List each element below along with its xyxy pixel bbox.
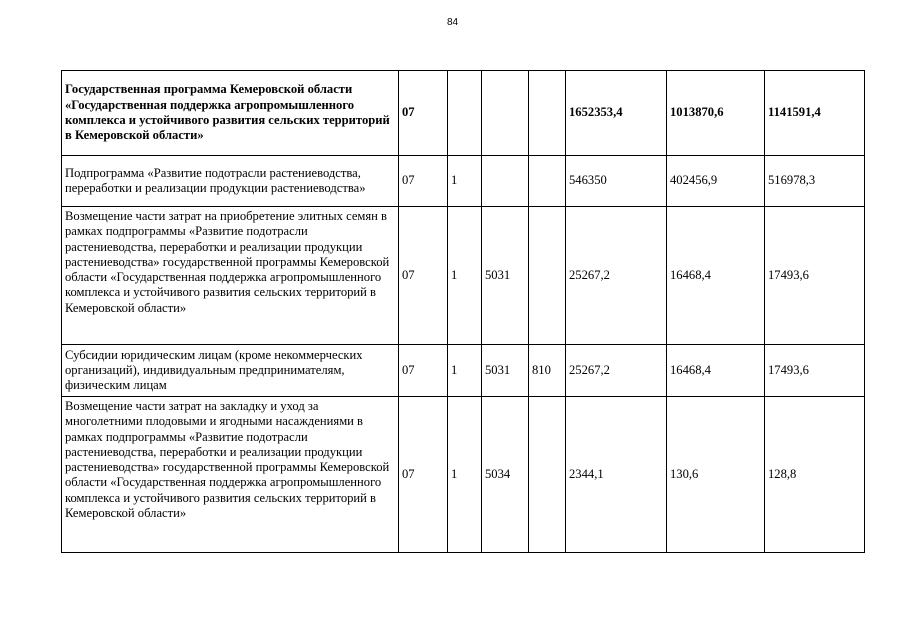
- row-name-cell: Государственная программа Кемеровской области «Государственная поддержка агропромышленного комплекса и устойчивого развития сельских территорий в Кемеровской области»: [62, 71, 399, 156]
- table-row: [62, 156, 865, 207]
- amount-3-cell: 516978,3: [765, 156, 865, 207]
- row-name-cell: Подпрограмма «Развитие подотрасли растениеводства, переработки и реализации продукции растениеводства»: [62, 156, 399, 207]
- amount-1-cell: 546350: [566, 156, 667, 207]
- subprogram-code-cell: [448, 71, 482, 156]
- target-code-cell: 5031: [482, 207, 529, 345]
- expense-type-cell: 810: [529, 345, 566, 397]
- subprogram-code-cell: 1: [448, 397, 482, 553]
- budget-table: [61, 70, 865, 553]
- row-name-cell: Субсидии юридическим лицам (кроме некоммерческих организаций), индивидуальным предпринимателям, физическим лицам: [62, 345, 399, 397]
- expense-type-cell: [529, 71, 566, 156]
- amount-1-cell: 25267,2: [566, 345, 667, 397]
- section-code-cell: 07: [399, 345, 448, 397]
- expense-type-cell: [529, 207, 566, 345]
- amount-3-cell: 17493,6: [765, 207, 865, 345]
- section-code-cell: 07: [399, 207, 448, 345]
- target-code-cell: 5034: [482, 397, 529, 553]
- table-row: [62, 397, 865, 553]
- expense-type-cell: [529, 397, 566, 553]
- target-code-cell: 5031: [482, 345, 529, 397]
- section-code-cell: 07: [399, 397, 448, 553]
- section-code-cell: 07: [399, 156, 448, 207]
- row-name-cell: Возмещение части затрат на закладку и уход за многолетними плодовыми и ягодными насаждениями в рамках подпрограммы «Развитие подотрасли растениеводства, переработки и реализации продукции растениеводства» государственной программы Кемеровской области «Государственная поддержка агропромышленного комплекса и устойчивого развития сельских территорий в Кемеровской области»: [62, 397, 399, 553]
- row-name-cell: Возмещение части затрат на приобретение элитных семян в рамках подпрограммы «Развитие подотрасли растениеводства, переработки и реализации продукции растениеводства» государственной программы Кемеровской области «Государственная поддержка агропромышленного комплекса и устойчивого развития сельских территорий в Кемеровской области»: [62, 207, 399, 345]
- subprogram-code-cell: 1: [448, 156, 482, 207]
- table-row: [62, 207, 865, 345]
- section-code-cell: 07: [399, 71, 448, 156]
- amount-1-cell: 2344,1: [566, 397, 667, 553]
- amount-2-cell: 1013870,6: [667, 71, 765, 156]
- amount-3-cell: 128,8: [765, 397, 865, 553]
- target-code-cell: [482, 71, 529, 156]
- amount-1-cell: 25267,2: [566, 207, 667, 345]
- amount-2-cell: 130,6: [667, 397, 765, 553]
- subprogram-code-cell: 1: [448, 207, 482, 345]
- page-number: 84: [446, 17, 459, 28]
- amount-2-cell: 402456,9: [667, 156, 765, 207]
- target-code-cell: [482, 156, 529, 207]
- amount-2-cell: 16468,4: [667, 207, 765, 345]
- table-row: [62, 71, 865, 156]
- expense-type-cell: [529, 156, 566, 207]
- table-row: [62, 345, 865, 397]
- amount-2-cell: 16468,4: [667, 345, 765, 397]
- amount-1-cell: 1652353,4: [566, 71, 667, 156]
- subprogram-code-cell: 1: [448, 345, 482, 397]
- amount-3-cell: 17493,6: [765, 345, 865, 397]
- amount-3-cell: 1141591,4: [765, 71, 865, 156]
